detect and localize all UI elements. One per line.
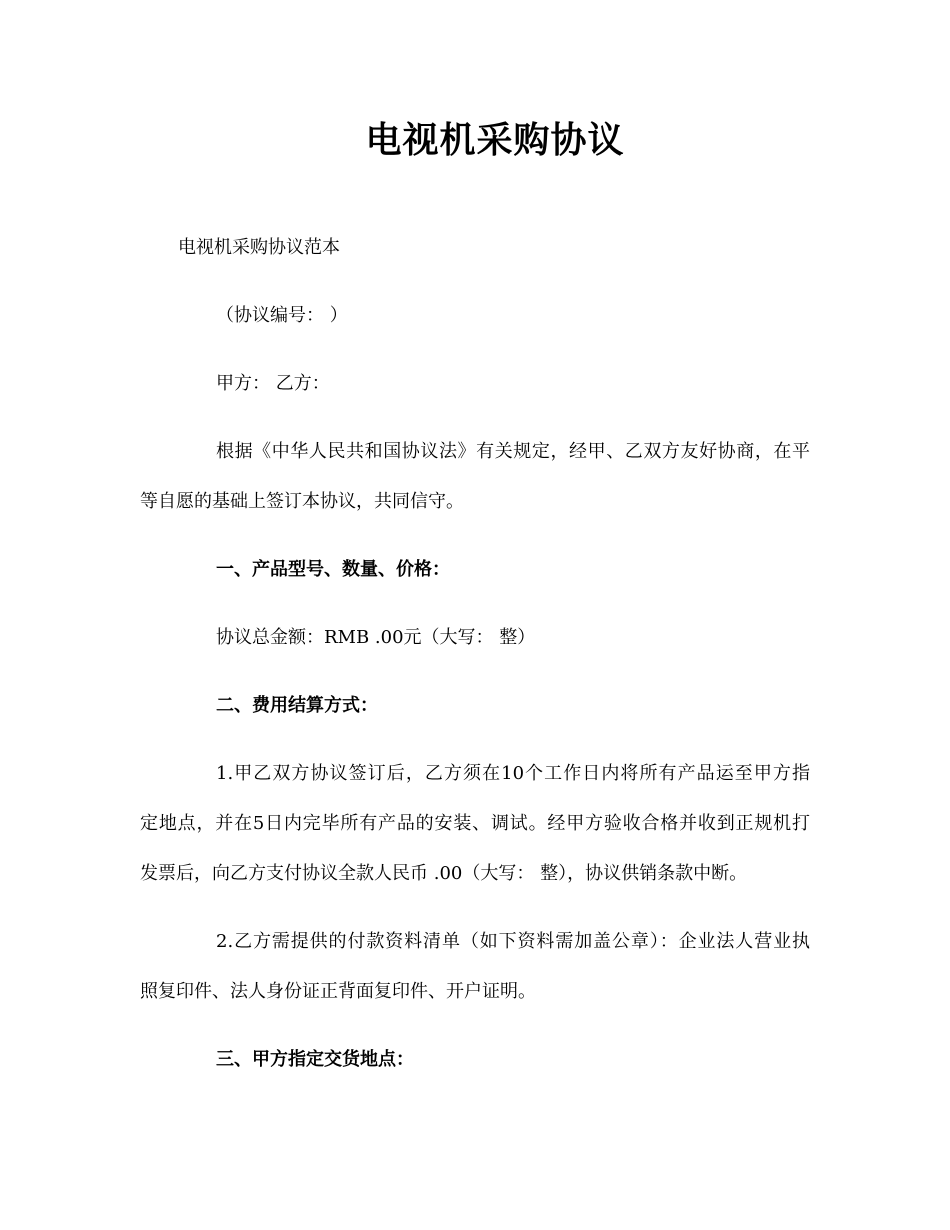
preamble-line-1: 根据《中华人民共和国协议法》有关规定，经甲、乙双方友好协商，在平: [216, 441, 810, 462]
contract-number: （协议编号： ）: [216, 305, 348, 326]
section-3-heading: 三、甲方指定交货地点：: [216, 1049, 414, 1070]
document-subtitle: 电视机采购协议范本: [178, 237, 340, 258]
section-1-heading: 一、产品型号、数量、价格：: [216, 559, 450, 580]
preamble-line-2: 等自愿的基础上签订本协议，共同信守。: [140, 491, 464, 512]
payment-item-1-line-3: 发票后，向乙方支付协议全款人民币 .00（大写： 整），协议供销条款中断。: [140, 863, 748, 884]
parties-line: 甲方： 乙方：: [216, 373, 330, 394]
payment-item-1-line-2: 定地点，并在5日内完毕所有产品的安装、调试。经甲方验收合格并收到正规机打: [140, 813, 810, 834]
document-title: 电视机采购协议: [365, 120, 625, 161]
section-2-heading: 二、费用结算方式：: [216, 695, 378, 716]
payment-item-2-line-2: 照复印件、法人身份证正背面复印件、开户证明。: [140, 981, 536, 1002]
contract-total-amount: 协议总金额：RMB .00元（大写： 整）: [216, 627, 536, 648]
payment-item-1-line-1: 1.甲乙双方协议签订后，乙方须在10个工作日内将所有产品运至甲方指: [216, 763, 810, 784]
payment-item-2-line-1: 2.乙方需提供的付款资料清单（如下资料需加盖公章）：企业法人营业执: [216, 931, 810, 952]
